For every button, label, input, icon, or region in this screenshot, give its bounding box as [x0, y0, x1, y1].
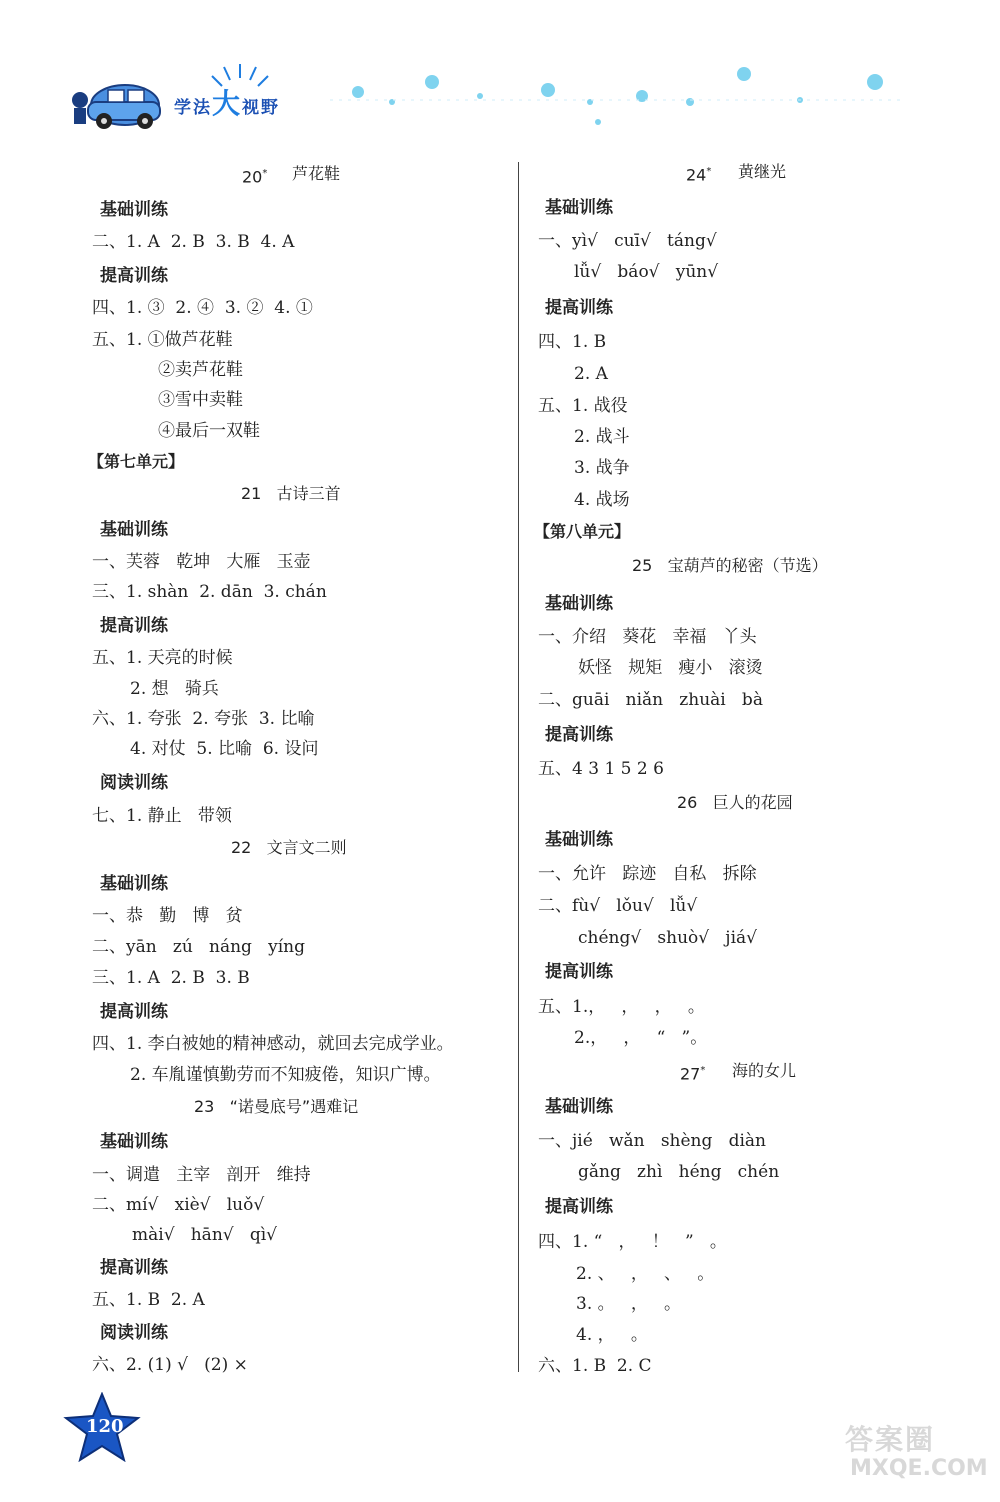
header-band	[0, 60, 1000, 140]
answer-line: 4. ， 。	[576, 1325, 648, 1345]
header-decoration	[0, 60, 1000, 140]
column-divider	[518, 162, 519, 1372]
lesson-title: 22 文言文二则	[231, 838, 347, 857]
section-heading: 基础训练	[100, 200, 168, 220]
lesson-number: 20*	[242, 167, 268, 187]
watermark: 答案圈	[845, 1423, 936, 1456]
section-heading: 基础训练	[545, 1097, 613, 1117]
answer-line: 三、1. A 2. B 3. B	[92, 968, 250, 988]
section-heading: 基础训练	[100, 520, 168, 540]
car-icon	[72, 85, 160, 129]
section-heading: 提高训练	[100, 616, 168, 636]
answer-line: 五、1. 天亮的时候	[92, 648, 233, 668]
section-heading: 提高训练	[545, 725, 613, 745]
section-heading: 提高训练	[545, 298, 613, 318]
section-heading: 阅读训练	[100, 773, 168, 793]
answer-line: 四、1. ③ 2. ④ 3. ② 4. ①	[92, 298, 313, 318]
logo-small-2: 视野	[242, 98, 281, 118]
section-heading: 提高训练	[100, 1002, 168, 1022]
answer-line: 七、1. 静止 带领	[92, 806, 232, 826]
answer-line: 二、guāi niǎn zhuài bà	[538, 690, 763, 710]
logo	[174, 82, 280, 122]
answer-line: chéng√ shuò√ jiá√	[578, 928, 757, 948]
answer-line: 一、介绍 葵花 幸福 丫头	[538, 627, 757, 647]
answer-line: 五、1.， ， ， 。	[538, 997, 705, 1017]
answer-line: 3. 。 ， 。	[576, 1294, 682, 1314]
answer-line: 2. 车胤谨慎勤劳而不知疲倦，知识广博。	[130, 1065, 441, 1085]
answer-line: 一、调遣 主宰 剖开 维持	[92, 1165, 311, 1185]
watermark-url: MXQE.COM	[850, 1456, 988, 1481]
section-heading: 阅读训练	[100, 1323, 168, 1343]
section-heading: 提高训练	[100, 1258, 168, 1278]
answer-line: ②卖芦花鞋	[158, 360, 243, 380]
answer-line: 二、fù√ lǒu√ lǚ√	[538, 896, 698, 916]
answer-line: gǎng zhì héng chén	[578, 1162, 780, 1182]
answer-line: 2. 战斗	[574, 427, 630, 447]
answer-line: 2. 想 骑兵	[130, 679, 219, 699]
lesson-title: 21 古诗三首	[241, 484, 341, 503]
answer-line: ③雪中卖鞋	[158, 390, 243, 410]
page-number: 120	[86, 1416, 124, 1437]
answer-line: ④最后一双鞋	[158, 421, 260, 441]
answer-line: 一、jié wǎn shèng diàn	[538, 1131, 767, 1151]
section-heading: 提高训练	[545, 1197, 613, 1217]
answer-line: 六、1. 夸张 2. 夸张 3. 比喻	[92, 709, 315, 729]
answer-line: lǚ√ báo√ yūn√	[574, 262, 719, 282]
answer-line: 一、芙蓉 乾坤 大雁 玉壶	[92, 552, 311, 572]
lesson-title: 25 宝葫芦的秘密（节选）	[632, 556, 828, 575]
answer-line: 五、1. ①做芦花鞋	[92, 330, 233, 350]
answer-line: 三、1. shàn 2. dān 3. chán	[92, 582, 327, 602]
logo-big: 大	[212, 87, 243, 120]
section-heading: 基础训练	[100, 1132, 168, 1152]
snowflake-icons	[352, 67, 883, 125]
answer-line: 一、恭 勤 博 贫	[92, 906, 243, 926]
answer-line: 2. 、 ， 、 。	[576, 1264, 715, 1284]
answer-line: 3. 战争	[574, 458, 630, 478]
answer-line: 2. A	[574, 364, 608, 384]
lesson-title: 芦花鞋	[292, 164, 341, 183]
unit-heading: 【第七单元】	[88, 452, 185, 471]
answer-line: 4. 战场	[574, 490, 630, 510]
lesson-title: 26 巨人的花园	[677, 793, 793, 812]
lesson-number: 24*	[686, 165, 712, 185]
lesson-title: 海的女儿	[732, 1061, 797, 1080]
section-heading: 提高训练	[545, 962, 613, 982]
answer-line: 二、1. A 2. B 3. B 4. A	[92, 232, 295, 252]
lesson-title: 23 “诺曼底号”遇难记	[194, 1097, 359, 1116]
answer-line: 四、1. 李白被她的精神感动，就回去完成学业。	[92, 1034, 454, 1054]
answer-line: 五、1. 战役	[538, 396, 628, 416]
section-heading: 基础训练	[545, 198, 613, 218]
answer-line: 四、1. “ ， ！ ” 。	[538, 1232, 727, 1252]
answer-line: mài√ hān√ qì√	[132, 1225, 277, 1245]
answer-line: 五、1. B 2. A	[92, 1290, 205, 1310]
answer-line: 一、yì√ cuī√ táng√	[538, 231, 717, 251]
section-heading: 基础训练	[100, 874, 168, 894]
answer-line: 2.， ， “ ”。	[574, 1028, 708, 1048]
answer-line: 4. 对仗 5. 比喻 6. 设问	[130, 739, 319, 759]
answer-line: 二、yān zú náng yíng	[92, 937, 306, 957]
answer-line: 四、1. B	[538, 332, 607, 352]
section-heading: 基础训练	[545, 594, 613, 614]
answer-line: 二、mí√ xiè√ luǒ√	[92, 1195, 265, 1215]
lesson-number: 27*	[680, 1064, 706, 1084]
section-heading: 提高训练	[100, 266, 168, 286]
answer-line: 一、允许 踪迹 自私 拆除	[538, 864, 757, 884]
logo-small-1: 学法	[174, 98, 212, 118]
answer-line: 六、1. B 2. C	[538, 1356, 652, 1376]
lesson-title: 黄继光	[738, 162, 787, 181]
answer-line: 五、4 3 1 5 2 6	[538, 759, 664, 779]
answer-line: 妖怪 规矩 瘦小 滚烫	[578, 658, 763, 678]
unit-heading: 【第八单元】	[534, 522, 631, 541]
section-heading: 基础训练	[545, 830, 613, 850]
answer-line: 六、2. (1) √ (2) ×	[92, 1355, 248, 1375]
